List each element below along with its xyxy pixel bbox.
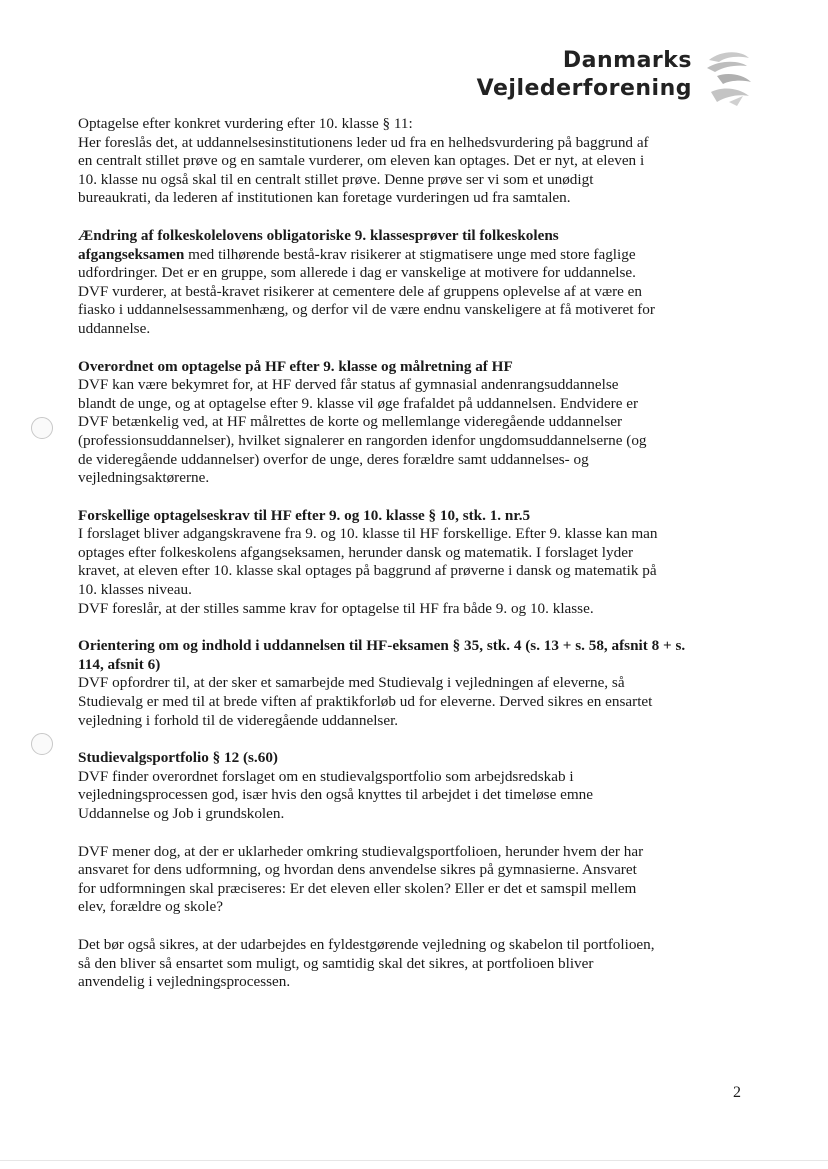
page-bottom-edge xyxy=(0,1160,828,1161)
text-line: 10. klasse nu også skal til en centralt stillet prøve. Denne prøve ser vi som et unødigt xyxy=(78,170,594,188)
text-line: DVF opfordrer til, at der sker et samarbejde med Studievalg i vejledningen af eleverne, så xyxy=(78,674,625,692)
punch-hole-lower xyxy=(31,733,53,755)
text-line: kravet, at eleven efter 10. klasse skal optages på baggrund af prøverne i dansk og matematik på xyxy=(78,562,657,580)
section-heading: Forskellige optagelseskrav til HF efter 9. og 10. klasse § 10, stk. 1. nr.5 xyxy=(78,506,531,524)
text-line: DVF foreslår, at der stilles samme krav for optagelse til HF fra både 9. og 10. klasse. xyxy=(78,599,594,617)
text-line: (professionsuddannelser), hvilket signalerer en rangorden idenfor ungdomsuddannelserne (og xyxy=(78,431,647,449)
text-line: Optagelse efter konkret vurdering efter 10. klasse § 11: xyxy=(78,115,413,132)
section-aendring-folkeskoleloven xyxy=(78,227,726,339)
section-studievalgsportfolio xyxy=(78,749,726,823)
text-line: en centralt stillet prøve og en samtale vurderer, om eleven kan optages. Det er nyt, at eleven i xyxy=(78,152,645,170)
text-line: blandt de unge, og at optagelse efter 9. klasse vil øge frafaldet på uddannelsen. Endvidere er xyxy=(78,394,639,412)
text-line: optages efter folkeskolens afgangseksamen, herunder dansk og matematik. I forslaget lyder xyxy=(78,543,633,561)
text-line: DVF mener dog, at der er uklarheder omkring studievalgsportfolioen, herunder hvem der har xyxy=(78,842,644,860)
text-line: 10. klasses niveau. xyxy=(78,581,192,599)
text-line: vejledningsprocessen god, især hvis den også knyttes til arbejdet i det timeløse emne xyxy=(78,786,594,804)
section-overordnet-hf xyxy=(78,358,726,488)
section-uklarheder-portfolio xyxy=(78,843,726,917)
dvf-logo xyxy=(476,46,760,108)
section-heading: Ændring af folkeskolelovens obligatoriske 9. klassesprøver til folkeskolens xyxy=(78,226,559,244)
text-fragment: med tilhørende bestå-krav risikerer at stigmatisere unge med store faglige xyxy=(184,245,636,263)
logo-text-line1: Danmarks xyxy=(562,48,692,73)
punch-hole-upper xyxy=(31,417,53,439)
text-line: I forslaget bliver adgangskravene fra 9. og 10. klasse til HF forskellige. Efter 9. klasse kan man xyxy=(78,525,658,543)
text-line: Her foreslås det, at uddannelsesinstitutionens leder ud fra en helhedsvurdering på baggrund af xyxy=(78,133,649,151)
stylized-s-wave-icon xyxy=(699,46,757,108)
text-line: Uddannelse og Job i grundskolen. xyxy=(78,805,285,822)
page-number: 2 xyxy=(733,1084,741,1101)
text-line: så den bliver så ensartet som muligt, og samtidig skal det sikres, at portfolioen bliver xyxy=(78,954,594,972)
text-line: de videregående uddannelser) overfor de unge, deres forældre samt uddannelses- og xyxy=(78,450,589,468)
text-line: ansvaret for dens udformning, og hvordan dens anvendelse sikres på gymnasierne. Ansvaret xyxy=(78,861,637,879)
section-forskellige-optagelseskrav xyxy=(78,507,726,619)
section-orientering-hf-eksamen xyxy=(78,637,726,730)
section-heading-continued: afgangseksamen xyxy=(78,245,185,263)
section-heading-continued: 114, afsnit 6) xyxy=(78,655,161,673)
text-line: elev, forældre og skole? xyxy=(78,898,223,916)
text-line: anvendelig i vejledningsprocessen. xyxy=(78,973,291,991)
text-line: Studievalg er med til at brede viften af praktikforløb ud for eleverne. Derved sikres en ensartet xyxy=(78,693,653,711)
text-line: udfordringer. Det er en gruppe, som allerede i dag er vanskelige at motivere for uddannelse. xyxy=(78,264,636,282)
text-line xyxy=(78,246,726,265)
text-line: vejledningsaktørerne. xyxy=(78,469,210,487)
section-optagelse-10-klasse xyxy=(78,115,726,208)
text-line: for udformningen skal præciseres: Er det eleven eller skolen? Eller er det et samspil mellem xyxy=(78,879,637,897)
section-heading: Studievalgsportfolio § 12 (s.60) xyxy=(78,749,278,767)
logo-text-line2: Vejlederforening xyxy=(476,76,692,101)
section-heading: Overordnet om optagelse på HF efter 9. klasse og målretning af HF xyxy=(78,357,513,375)
text-line: DVF vurderer, at bestå-kravet risikerer at cementere dele af gruppens oplevelse af at være en xyxy=(78,282,643,300)
text-line: DVF finder overordnet forslaget om en studievalgsportfolio som arbejdsredskab i xyxy=(78,767,574,785)
text-line: Det bør også sikres, at der udarbejdes en fyldestgørende vejledning og skabelon til portfolioen, xyxy=(78,935,655,953)
text-line: vejledning i forhold til de videregående uddannelser. xyxy=(78,711,399,729)
text-line: DVF betænkelig ved, at HF målrettes de korte og mellemlange videregående uddannelser xyxy=(78,413,623,431)
text-line: uddannelse. xyxy=(78,319,151,337)
text-line: fiasko i uddannelsessammenhæng, og derfor vil de være endnu vanskeligere at få motiveret for xyxy=(78,301,655,319)
section-skabelon-portfolio xyxy=(78,936,726,992)
text-line: DVF kan være bekymret for, at HF derved får status af gymnasial andenrangsuddannelse xyxy=(78,376,619,394)
document-body xyxy=(78,115,726,992)
section-heading: Orientering om og indhold i uddannelsen til HF-eksamen § 35, stk. 4 (s. 13 + s. 58, afsnit 8 + s. xyxy=(78,637,686,655)
text-line: bureaukrati, da lederen af institutionen kan foretage vurderingen ud fra samtalen. xyxy=(78,189,571,207)
